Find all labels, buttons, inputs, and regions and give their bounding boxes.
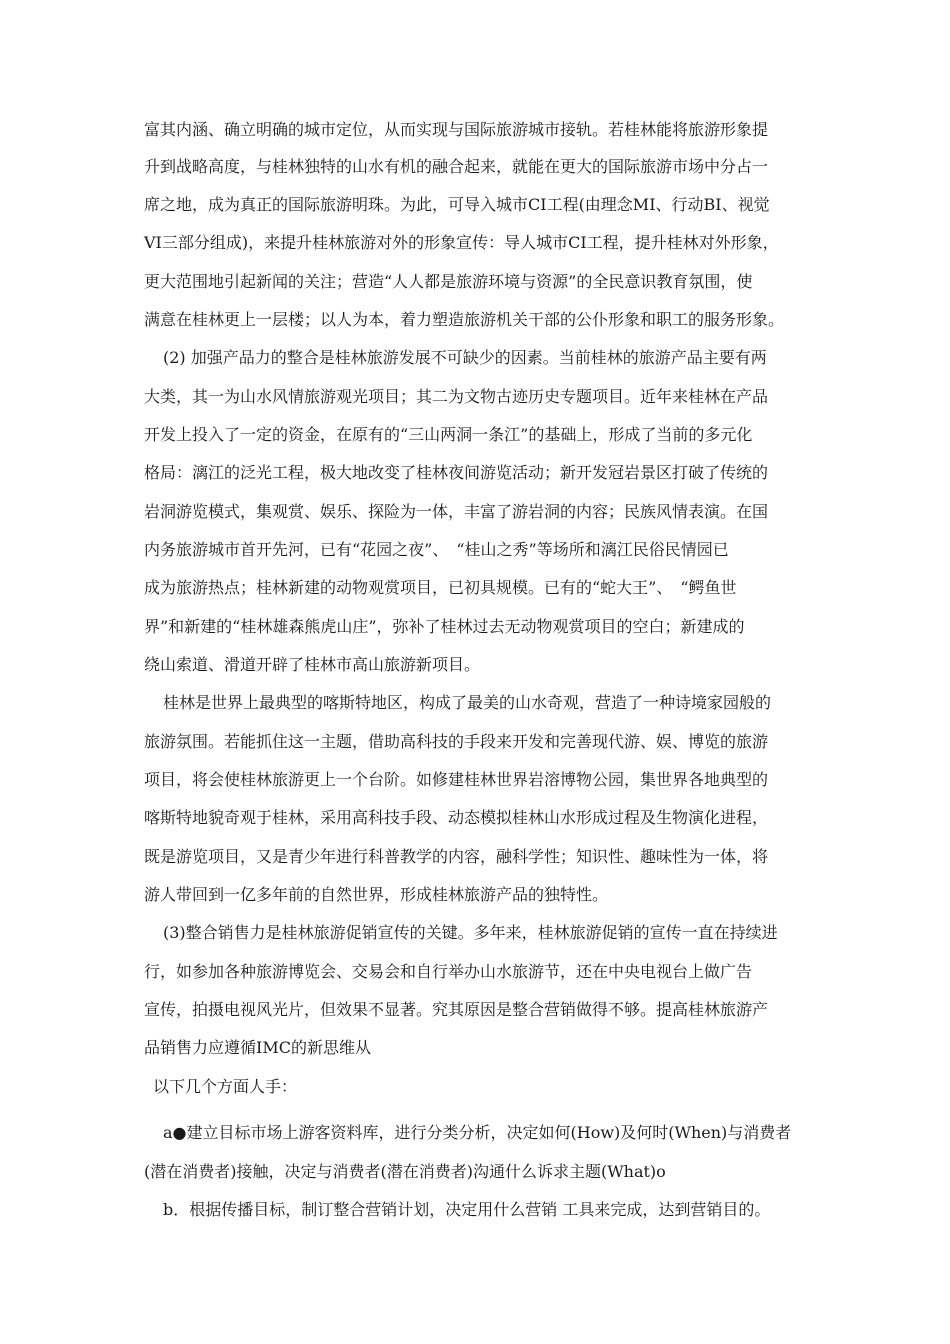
text-line: 以下几个方面人手： — [153, 1077, 298, 1096]
text-line: (2) 加强产品力的整合是桂林旅游发展不可缺少的因素。当前桂林的旅游产品主要有两 — [163, 348, 767, 367]
text-line: 品销售力应遵循IMC的新思维从 — [144, 1038, 371, 1057]
text-line: 富其内涵、确立明确的城市定位，从而实现与国际旅游城市接轨。若桂林能将旅游形象提 — [144, 120, 769, 139]
text-line: 旅游氛围。若能抓住这一主题，借助高科技的手段来开发和完善现代游、娱、博览的旅游 — [144, 732, 769, 751]
text-line: 喀斯特地貌奇观于桂林，采用高科技手段、动态模拟桂林山水形成过程及生物演化进程， — [144, 808, 769, 827]
text-line: 游人带回到一亿多年前的自然世界，形成桂林旅游产品的独特性。 — [144, 885, 609, 904]
text-line: 格局：漓江的泛光工程，极大地改变了桂林夜间游览活动；新开发冠岩景区打破了传统的 — [144, 463, 769, 482]
text-line: a●建立目标市场上游客资料库，进行分类分析，决定如何(How)及何时(When)与消费者 — [163, 1123, 792, 1142]
text-line: 开发上投入了一定的资金，在原有的“三山两洞一条江”的基础上，形成了当前的多元化 — [144, 425, 753, 444]
text-line: 满意在桂林更上一层楼；以人为本，着力塑造旅游机关干部的公仆形象和职工的服务形象。 — [144, 310, 785, 329]
text-line: 更大范围地引起新闻的关注；营造“人人都是旅游环境与资源”的全民意识教育氛围，使 — [144, 272, 753, 291]
text-line: 绕山索道、滑道开辟了桂林市高山旅游新项目。 — [144, 655, 481, 674]
text-line: (3)整合销售力是桂林旅游促销宣传的关键。多年来，桂林旅游促销的宣传一直在持续进 — [163, 923, 778, 942]
text-line: 项目，将会使桂林旅游更上一个台阶。如修建桂林世界岩溶博物公园，集世界各地典型的 — [144, 770, 769, 789]
text-line: (潜在消费者)接触，决定与消费者(潜在消费者)沟通什么诉求主题(What)o — [144, 1162, 666, 1181]
text-line: 席之地，成为真正的国际旅游明珠。为此，可导入城市CI工程(由理念MI、行动BI、视觉 — [144, 195, 770, 214]
text-line: 界”和新建的“桂林雄森熊虎山庄”，弥补了桂林过去无动物观赏项目的空白；新建成的 — [144, 617, 745, 636]
text-line: VI三部分组成)，来提升桂林旅游对外的形象宣传：导人城市CI工程，提升桂林对外形象， — [144, 233, 779, 252]
text-line: 成为旅游热点；桂林新建的动物观赏项目，已初具规模。已有的“蛇大王”、 “鳄鱼世 — [144, 578, 737, 597]
text-line: b．根据传播目标，制订整合营销计划，决定用什么营销 工具来完成，达到营销目的。 — [163, 1200, 771, 1219]
text-line: 大类，其一为山水风情旅游观光项目；其二为文物古迹历史专题项目。近年来桂林在产品 — [144, 387, 769, 406]
text-line: 升到战略高度，与桂林独特的山水有机的融合起来，就能在更大的国际旅游市场中分占一 — [144, 157, 769, 176]
text-line: 既是游览项目，又是青少年进行科普教学的内容，融科学性；知识性、趣味性为一体，将 — [144, 847, 769, 866]
text-line: 桂林是世界上最典型的喀斯特地区，构成了最美的山水奇观，营造了一种诗境家园般的 — [163, 693, 772, 712]
text-line: 行，如参加各种旅游博览会、交易会和自行举办山水旅游节，还在中央电视台上做广告 — [144, 962, 753, 981]
text-line: 宣传，拍摄电视风光片，但效果不显著。究其原因是整合营销做得不够。提高桂林旅游产 — [144, 1000, 769, 1019]
text-line: 岩洞游览模式，集观赏、娱乐、探险为一体，丰富了游岩洞的内容；民族风情表演。在国 — [144, 502, 769, 521]
text-line: 内务旅游城市首开先河，已有“花园之夜”、 “桂山之秀”等场所和漓江民俗民情园已 — [144, 540, 729, 559]
